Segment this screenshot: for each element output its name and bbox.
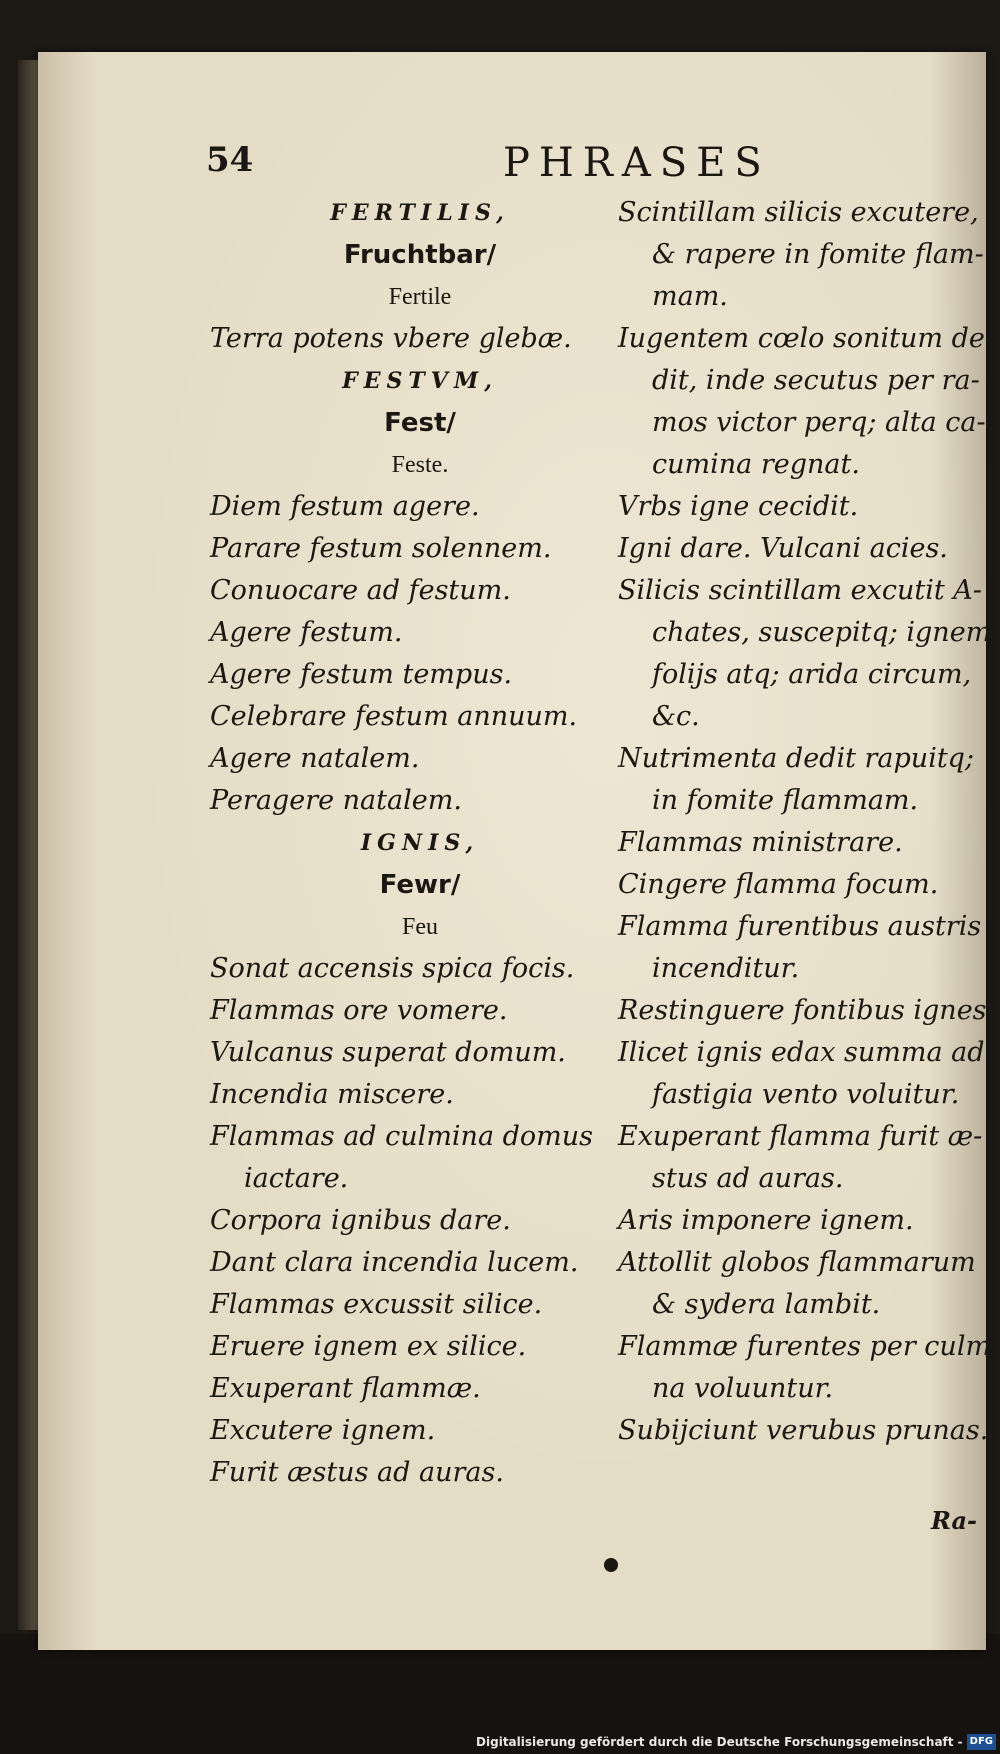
text-line-phrase: Flammas ad culmina domus [210,1121,594,1152]
book-page [38,52,1000,1650]
text-line-phrase: Silicis scintillam excutit A- [618,575,982,606]
text-line-phrase: Peragere natalem. [210,785,462,816]
text-line-cont: iactare. [244,1163,349,1194]
text-line-phrase: Agere natalem. [210,743,420,774]
text-line-phrase: Flammas ministrare. [618,827,903,858]
text-line-phrase: Flammas ore vomere. [210,995,508,1026]
catchword: Ra- [931,1506,978,1535]
text-line-phrase: Exuperant flammæ. [210,1373,481,1404]
footer-text: Digitalisierung gefördert durch die Deutsche Forschungsgemeinschaft - [476,1735,963,1749]
text-line-gloss: Fertile [388,284,452,310]
text-line-lemma: FERTILIS, [330,200,510,226]
text-line-german: Fruchtbar/ [343,240,497,270]
text-line-german: Fest/ [384,408,456,438]
text-line-cont: &c. [652,701,700,732]
text-line-cont: fastigia vento voluitur. [652,1079,960,1110]
text-line-cont: folijs atq; arida circum, [652,659,972,690]
text-line-phrase: Iugentem cœlo sonitum de- [618,323,994,354]
text-line-phrase: Parare festum solennem. [210,533,552,564]
text-line-phrase: Nutrimenta dedit rapuitq; [618,743,975,774]
text-line-phrase: Exuperant flamma furit æ- [618,1121,983,1152]
text-line-phrase: Scintillam silicis excutere, [618,197,979,228]
text-line-german: Fewr/ [379,870,461,900]
text-line-phrase: Eruere ignem ex silice. [210,1331,527,1362]
text-line-cont: mos victor perq; alta ca- [652,407,986,438]
text-line-gloss: Feu [402,914,438,940]
text-line-cont: mam. [652,281,728,312]
digitization-footer [476,1732,996,1752]
dfg-logo: DFG [967,1734,996,1750]
text-line-cont: cumina regnat. [652,449,860,480]
text-line-cont: & sydera lambit. [652,1289,881,1320]
text-line-phrase: Dant clara incendia lucem. [210,1247,579,1278]
text-line-phrase: Ilicet ignis edax summa ad [618,1037,985,1068]
text-line-gloss: Feste. [391,452,449,478]
text-line-phrase: Agere festum tempus. [210,659,513,690]
text-line-lemma: FESTVM, [342,368,498,394]
text-line-phrase: Subijciunt verubus prunas. [618,1415,989,1446]
text-line-phrase: Excutere ignem. [210,1415,436,1446]
ink-spot [604,1558,618,1572]
text-line-phrase: Conuocare ad festum. [210,575,511,606]
text-line-phrase: Restinguere fontibus ignes. [618,995,996,1026]
running-head: PHRASES [503,140,771,186]
text-line-lemma: IGNIS, [360,830,480,856]
text-line-phrase: Attollit globos flammarum [618,1247,976,1278]
text-line-cont: stus ad auras. [652,1163,844,1194]
text-line-phrase: Corpora ignibus dare. [210,1205,511,1236]
text-line-phrase: Flammæ furentes per culmi [618,1331,1000,1362]
text-line-cont: in fomite flammam. [652,785,919,816]
text-line-cont: dit, inde secutus per ra- [652,365,980,396]
text-line-phrase: Vulcanus superat domum. [210,1037,566,1068]
left-column [210,192,630,1494]
text-line-phrase: Sonat accensis spica focis. [210,953,575,984]
text-line-phrase: Celebrare festum annuum. [210,701,578,732]
text-line-phrase: Flammas excussit silice. [210,1289,543,1320]
text-line-cont: & rapere in fomite flam- [652,239,984,270]
right-column [618,192,998,1452]
text-line-phrase: Cingere flamma focum. [618,869,939,900]
text-line-phrase: Aris imponere ignem. [618,1205,914,1236]
text-line-cont: chates, suscepitq; ignem [652,617,992,648]
text-line-phrase: Terra potens vbere glebæ. [210,323,572,354]
text-line-phrase: Vrbs igne cecidit. [618,491,859,522]
text-line-phrase: Incendia miscere. [210,1079,454,1110]
text-line-phrase: Diem festum agere. [210,491,480,522]
text-line-cont: na voluuntur. [652,1373,834,1404]
text-line-phrase: Flamma furentibus austris [618,911,982,942]
text-line-cont: incenditur. [652,953,800,984]
page-number: 54 [206,140,254,180]
text-line-phrase: Furit æstus ad auras. [210,1457,504,1488]
text-line-phrase: Agere festum. [210,617,403,648]
text-line-phrase: Igni dare. Vulcani acies. [618,533,948,564]
page-header [38,140,986,200]
